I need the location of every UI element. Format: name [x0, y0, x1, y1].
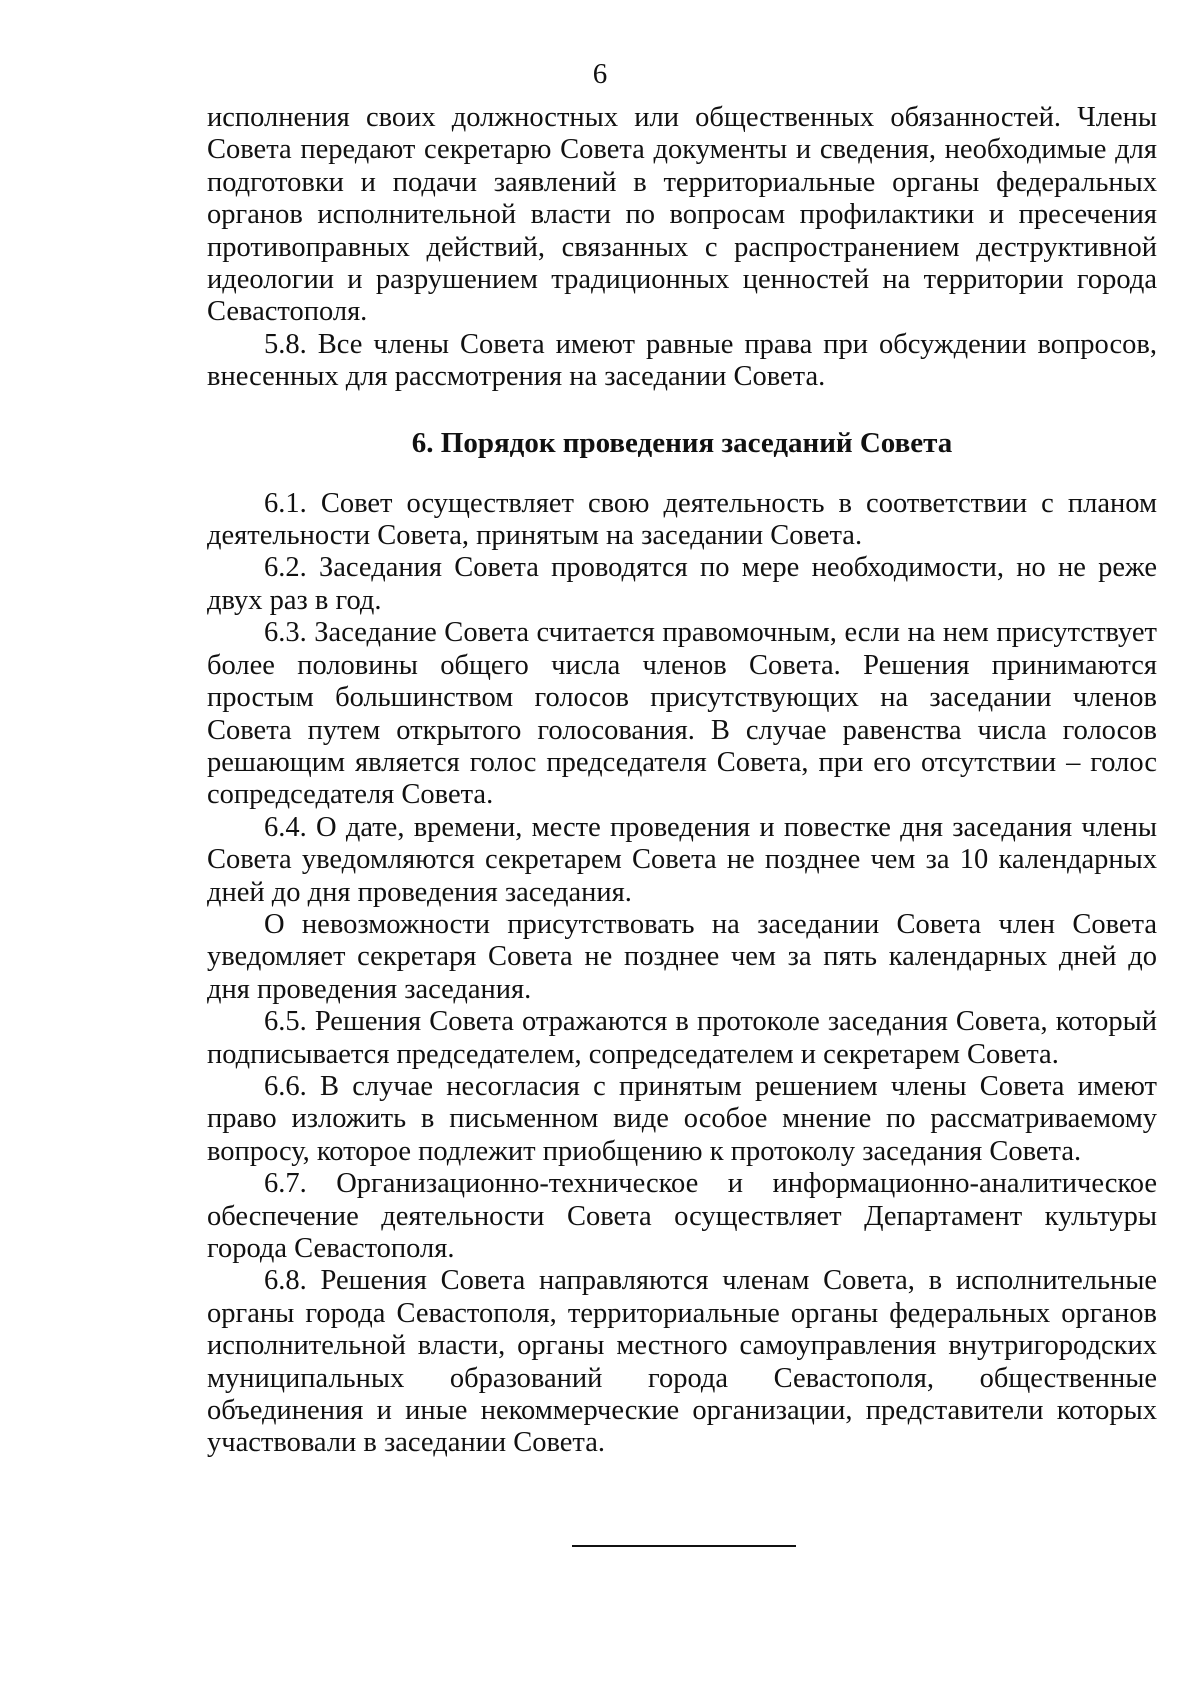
paragraph-6-4: 6.4. О дате, времени, месте проведения и повестке дня заседания члены Совета уведомляются секретарем Совета не позднее чем за 10 календарных дней до дня проведения заседания.	[207, 811, 1157, 908]
document-body	[207, 102, 1157, 1460]
paragraph-6-2: 6.2. Заседания Совета проводятся по мере необходимости, но не реже двух раз в год.	[207, 552, 1157, 616]
paragraph-6-4-notice: О невозможности присутствовать на заседании Совета член Совета уведомляет секретаря Совета не позднее чем за пять календарных дней до дня проведения заседания.	[207, 908, 1157, 1005]
section-heading: 6. Порядок проведения заседаний Совета	[411, 426, 953, 459]
paragraph-6-8: 6.8. Решения Совета направляются членам Совета, в исполнительные органы города Севастополя, территориальные органы федеральных органов исполнительной власти, органы местного самоуправления внутригородских муниципальных образований города Севастополя, общественные объединения и иные некоммерческие организации, представители которых участвовали в заседании Совета.	[207, 1265, 1157, 1459]
paragraph-5-8: 5.8. Все члены Совета имеют равные права при обсуждении вопросов, внесенных для рассмотрения на заседании Совета.	[207, 328, 1157, 393]
paragraph-6-1: 6.1. Совет осуществляет свою деятельность в соответствии с планом деятельности Совета, принятым на заседании Совета.	[207, 487, 1157, 552]
paragraph-6-6: 6.6. В случае несогласия с принятым решением члены Совета имеют право изложить в письменном виде особое мнение по рассматриваемому вопросу, которое подлежит приобщению к протоколу заседания Совета.	[207, 1070, 1157, 1167]
page-number: 6	[592, 58, 608, 90]
end-divider-line	[572, 1545, 796, 1547]
continuation-paragraph: исполнения своих должностных или общественных обязанностей. Члены Совета передают секретарю Совета документы и сведения, необходимые для подготовки и подачи заявлений в территориальные органы федеральных органов исполнительной власти по вопросам профилактики и пресечения противоправных действий, связанных с распространением деструктивной идеологии и разрушением традиционных ценностей на территории города Севастополя.	[207, 102, 1157, 328]
paragraph-6-7: 6.7. Организационно-техническое и информационно-аналитическое обеспечение деятельности Совета осуществляет Департамент культуры города Севастополя.	[207, 1168, 1157, 1264]
paragraph-6-5: 6.5. Решения Совета отражаются в протоколе заседания Совета, который подписывается председателем, сопредседателем и секретарем Совета.	[207, 1006, 1157, 1070]
paragraph-6-3: 6.3. Заседание Совета считается правомочным, если на нем присутствует более половины общего числа членов Совета. Решения принимаются простым большинством голосов присутствующих на заседании членов Совета путем открытого голосования. В случае равенства числа голосов решающим является голос председателя Совета, при его отсутствии – голос сопредседателя Совета.	[207, 617, 1157, 811]
